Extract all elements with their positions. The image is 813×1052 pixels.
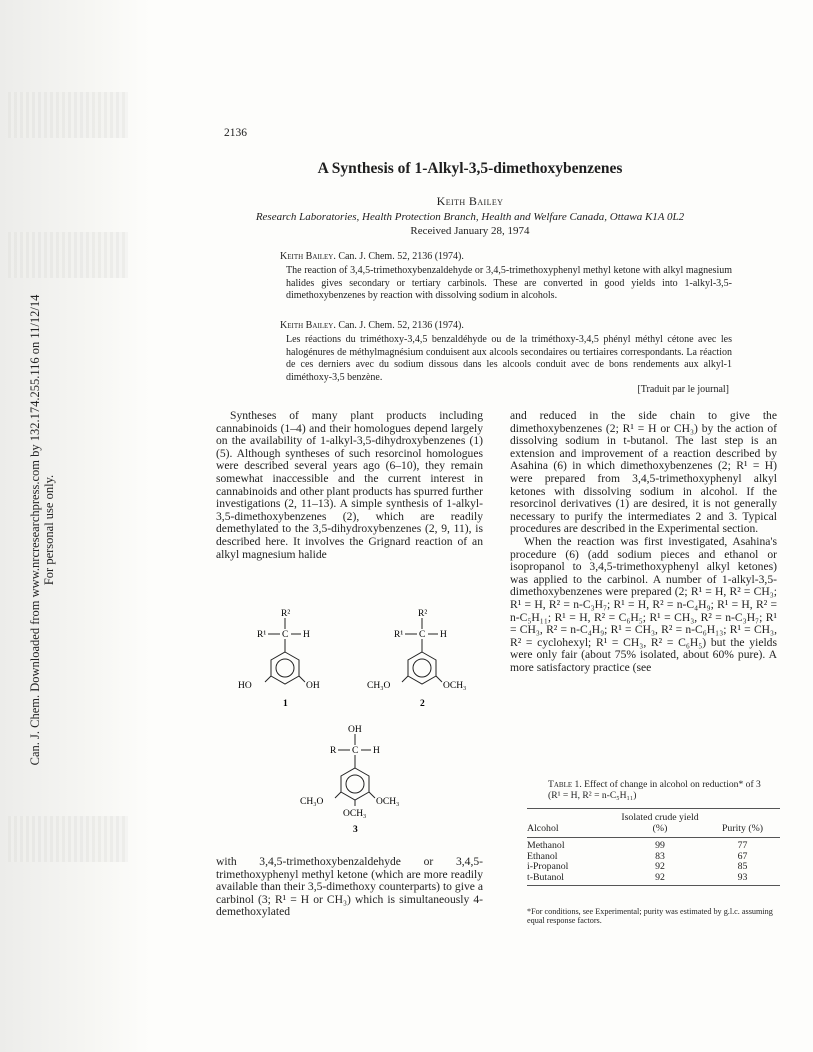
compound-number: 3 [353,825,358,835]
ring-substituent-right: OH [306,681,320,691]
table-cell: 99 [655,840,665,851]
table-cell: 92 [655,871,665,883]
substituent-top: R² [281,609,291,619]
structure-3 [300,724,418,839]
table-cell: 85 [737,861,748,873]
page-number: 2136 [224,127,247,139]
personal-use-note: For personal use only. [42,474,56,586]
scan-smudge [8,92,128,138]
table-footnote: *For conditions, see Experimental; purity was estimated by g.l.c. assuming equal response factors. [527,907,773,926]
substituent-left: R¹ [257,630,267,640]
ring-substituent-left: CH₃O [300,797,324,807]
abstract-text: The reaction of 3,4,5-trimethoxybenzaldehyde or 3,4,5-trimethoxyphenyl methyl ketone with alkyl magnesium halides gives secondary or tertiary carbinols. These are converted in good yields into 1-alkyl-3,5-dimethoxybenzenes by reaction with dissolving sodium in alcohols. [286,265,732,302]
table-cell: Methanol [527,840,565,851]
results-table [527,808,780,886]
carbon-label: C [282,630,289,640]
column-header: Alcohol [527,823,559,834]
ring-substituent-right: OCH₃ [376,797,400,807]
table-row [527,873,780,884]
table-caption-text: Effect of change in alcohol on reduction* of 3 (R¹ = H, R² = n-C₅H₁₁) [548,779,761,801]
table-caption [548,779,768,801]
substituent-right: H [440,630,447,640]
structure-1 [238,608,348,711]
scan-smudge [8,232,128,278]
table-row [527,841,780,852]
ring-substituent-right: OCH₃ [443,681,467,691]
table-cell: 92 [655,861,665,873]
structure-2 [367,608,485,711]
table-cell: 77 [737,840,748,851]
column-header: Purity (%) [721,823,764,834]
download-note: Can. J. Chem. Downloaded from www.nrcresearchpress.com by 132.174.255.116 on 11/12/14 [28,294,42,766]
table-cell: i-Propanol [527,861,569,873]
ring-substituent-left: CH₃O [367,681,391,691]
scan-smudge [8,816,128,862]
substituent-top: OH [348,725,362,735]
abstract-text: Les réactions du triméthoxy-3,4,5 benzaldéhyde ou de la triméthoxy-3,4,5 phényl méthyl cétone avec les halogénures de méthylmagnésium conduisent aux alcools secondaires ou tertiaires correspondants. La réaction de ces derniers avec du sodium dissous dans les alcools conduit avec de bons rendements aux alkyl-1 diméthoxy-3,5 benzène. [286,334,732,383]
table-cell: Ethanol [527,850,558,862]
carbon-label: C [352,746,359,756]
received-date: Received January 28, 1974 [410,225,530,237]
paragraph: Syntheses of many plant products including cannabinoids (1–4) and their homologues depend largely on the availability of 1-alkyl-3,5-dihydroxybenzenes (1) (5). Although syntheses of such resorcinol homologues were described several years ago (6–10), they remain somewhat inaccessible and the current interest in cannabinoids and other plant products has spurred further investigations (2, 11–13). A simple synthesis of 1-alkyl-3,5-dimethoxybenzenes (2), which are readily demethylated to the 3,5-dihydroxybenzenes (2, 9, 11), is described here. It involves the Grignard reaction of an alkyl magnesium halide [216,409,483,561]
abstract-french [280,320,732,384]
abstract-citation: Keith Bailey. Can. J. Chem. 52, 2136 (1974). [280,320,464,331]
paragraph: and reduced in the side chain to give the dimethoxybenzenes (2; R¹ = H or CH₃) by the action of dissolving sodium in t-butanol. The last step is an extension and improvement of a reaction described by Asahina (6) in which dimethoxybenzenes (2; R¹ = H) were prepared from 3,4,5-trimethoxyphenyl alkyl ketones with dissolving sodium in alcohol. If the resorcinol derivatives (1) are desired, it is not generally necessary to purify the intermediates 2 and 3. Typical procedures are described in the Experimental section. [510,409,777,536]
body-column-left-bottom [216,856,483,919]
paragraph: When the reaction was first investigated, Asahina's procedure (6) (add sodium pieces and ethanol or isopropanol to 3,4,5-trimethoxyphenyl alkyl ketones) was applied to the carbinol. A number of 1-alkyl-3,5-dimethoxybenzenes were prepared (2; R¹ = H, R² = CH₃; R¹ = H, R² = n-C₃H₇; R¹ = H, R² = n-C₄H₉; R¹ = H, R² = n-C₅H₁₁; R¹ = H, R² = C₆H₅; R¹ = CH₃, R² = n-C₃H₇; R¹ = CH₃, R² = n-C₄H₉; R¹ = CH₃, R² = n-C₆H₁₃; R¹ = CH₃, R² = cyclohexyl; R¹ = CH₃, R² = C₆H₅) but the yields were only fair (about 75% isolated, about 60% pure). A more satisfactory practice (see [510,534,777,674]
paper-title: A Synthesis of 1-Alkyl-3,5-dimethoxybenzenes [317,160,623,177]
compound-number: 2 [420,699,425,709]
carbon-label: C [419,630,426,640]
compound-number: 1 [283,699,288,709]
abstract-english [280,251,732,303]
body-column-right [510,410,777,674]
substituent-right: H [373,746,380,756]
column-header: Isolated crude yield (%) [621,812,699,834]
table-cell: 93 [737,871,748,883]
body-column-left-top [216,410,483,561]
abstract-citation: Keith Bailey. Can. J. Chem. 52, 2136 (1974). [280,251,464,262]
substituent-right: H [303,630,310,640]
substituent-left: R¹ [394,630,404,640]
table-header [527,809,780,838]
table-cell: 67 [737,850,748,862]
ring-substituent-bottom: OCH₃ [343,809,367,819]
paragraph: with 3,4,5-trimethoxybenzaldehyde or 3,4,5-trimethoxyphenyl methyl ketone (which are more readily available than their 3,5-dimethoxy counterparts) to give a carbinol (3; R¹ = H or CH₃) which is simultaneously 4-demethoxylated [216,855,483,919]
table-label: Table 1. [548,779,582,790]
scan-edge-shade [0,0,150,1052]
substituent-left: R [330,746,337,756]
translation-note: [Traduit par le journal] [637,384,729,395]
table-cell: t-Butanol [527,871,565,883]
download-watermark [28,150,56,910]
affiliation: Research Laboratories, Health Protection Branch, Health and Welfare Canada, Ottawa K1A 0L2 [255,211,685,223]
substituent-top: R² [418,609,428,619]
ring-substituent-left: HO [238,681,252,691]
author: Keith Bailey [436,194,504,208]
table-cell: 83 [655,850,665,862]
